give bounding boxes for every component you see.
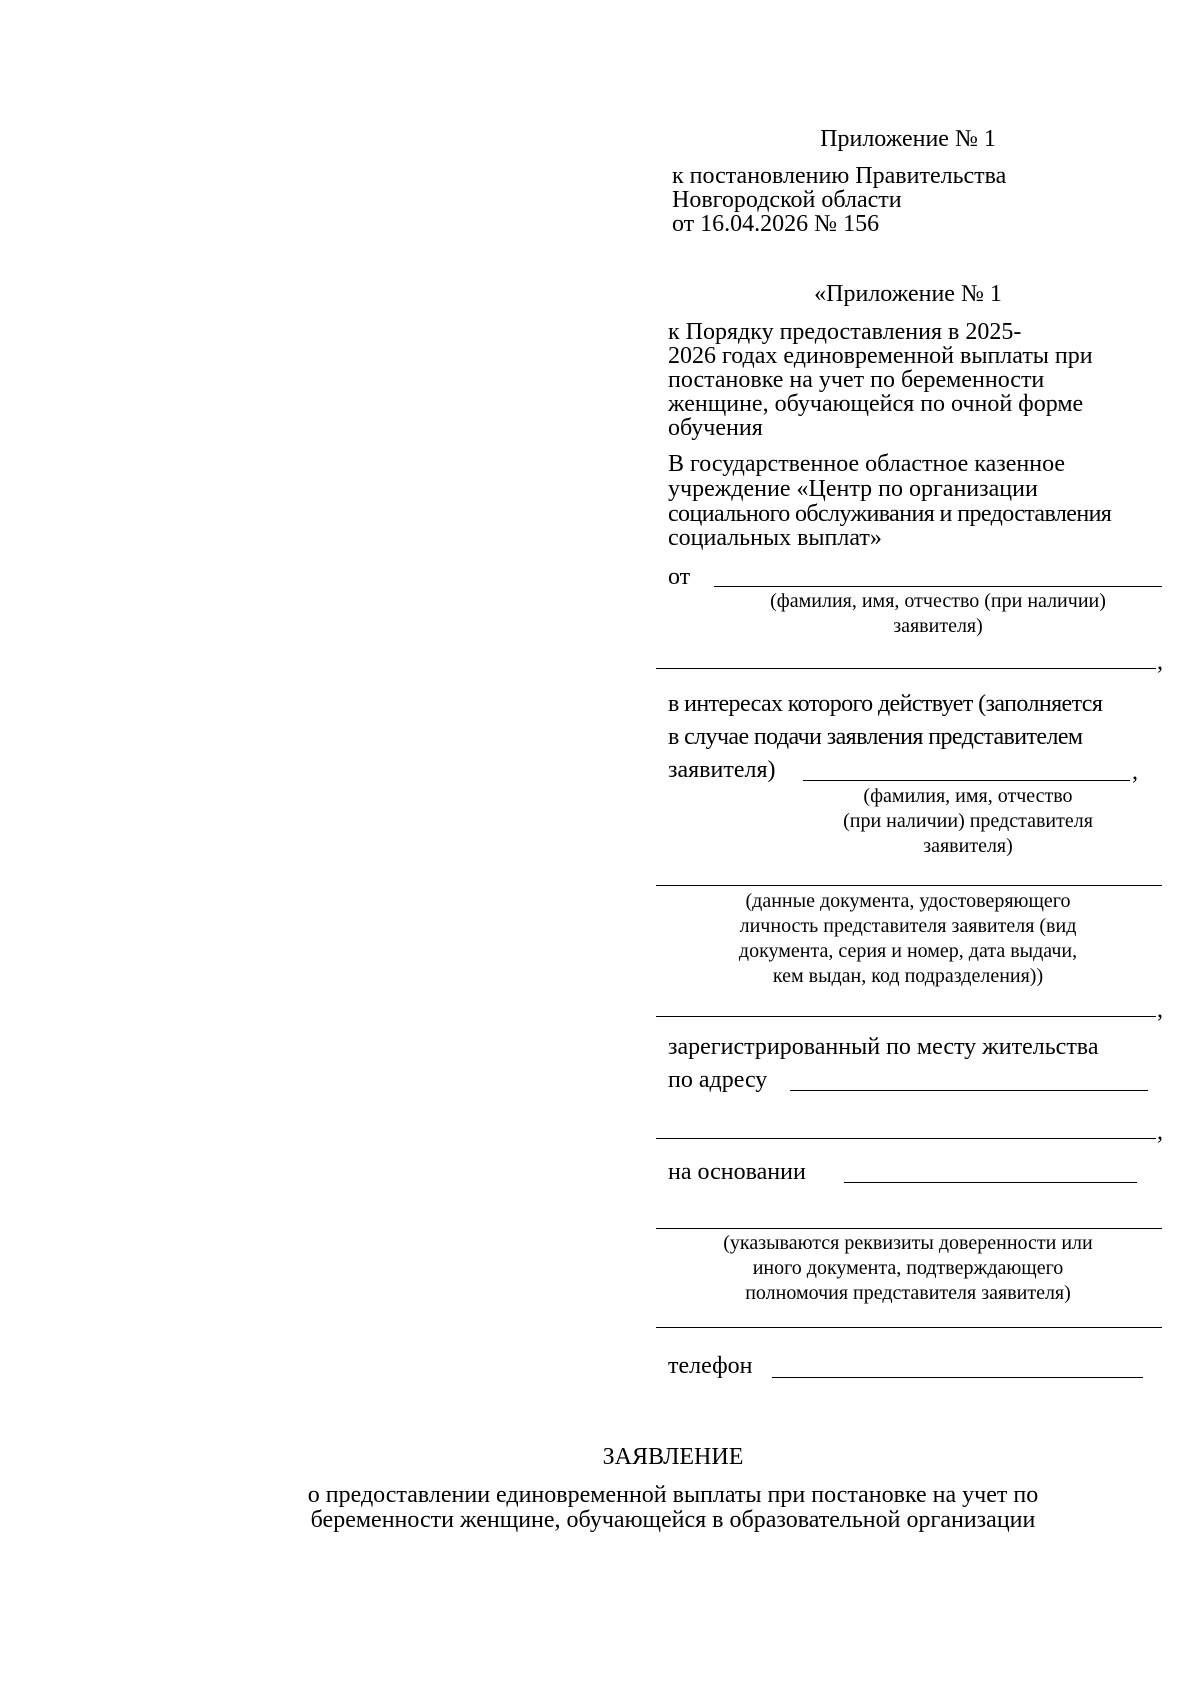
basis-hint-2: иного документа, подтверждающего bbox=[752, 1257, 1064, 1279]
basis-hint-3: полномочия представителя заявителя) bbox=[745, 1282, 1071, 1304]
basis-label: на основании bbox=[668, 1159, 806, 1185]
document-hint-1: (данные документа, удостоверяющего bbox=[745, 890, 1071, 912]
inner-appendix-title: «Приложение № 1 bbox=[814, 281, 1002, 307]
resolution-line-3: от 16.04.2026 № 156 bbox=[672, 211, 880, 237]
representative-name-hint-2: (при наличии) представителя bbox=[843, 810, 1093, 832]
basis-extra-field[interactable] bbox=[656, 1228, 1162, 1229]
phone-field[interactable] bbox=[772, 1377, 1143, 1378]
recipient-line-2: учреждение «Центр по организации bbox=[668, 476, 1038, 502]
basis-field[interactable] bbox=[844, 1182, 1137, 1183]
recipient-line-1: В государственное областное казенное bbox=[668, 451, 1066, 477]
address-field[interactable] bbox=[790, 1090, 1148, 1091]
applicant-name-hint-2: заявителя) bbox=[893, 615, 983, 637]
document-hint-4: кем выдан, код подразделения)) bbox=[772, 965, 1044, 987]
basis-document-field[interactable] bbox=[656, 1327, 1162, 1328]
applicant-name-field[interactable] bbox=[714, 586, 1162, 587]
representative-label-3: заявителя) bbox=[668, 757, 776, 783]
applicant-name-hint-1: (фамилия, имя, отчество (при наличии) bbox=[770, 590, 1106, 612]
applicant-comma: , bbox=[1157, 649, 1163, 675]
representative-label-1: в интересах которого действует (заполняется bbox=[668, 691, 1103, 717]
resolution-line-2: Новгородской области bbox=[672, 187, 902, 213]
from-label: от bbox=[668, 564, 691, 590]
statement-subtitle-2: беременности женщине, обучающейся в образовательной организации bbox=[310, 1507, 1036, 1533]
recipient-line-4: социальных выплат» bbox=[668, 525, 882, 551]
document-hint-3: документа, серия и номер, дата выдачи, bbox=[738, 940, 1078, 962]
resolution-line-1: к постановлению Правительства bbox=[672, 163, 1007, 189]
representative-document-extra-field[interactable] bbox=[656, 1016, 1156, 1017]
address-comma: , bbox=[1157, 1119, 1163, 1145]
representative-name-hint-1: (фамилия, имя, отчество bbox=[863, 785, 1073, 807]
address-label-2: по адресу bbox=[668, 1067, 768, 1093]
statement-subtitle-1: о предоставлении единовременной выплаты при постановке на учет по bbox=[307, 1482, 1039, 1508]
basis-hint-1: (указываются реквизиты доверенности или bbox=[723, 1232, 1093, 1254]
representative-comma: , bbox=[1132, 759, 1138, 785]
applicant-extra-field[interactable] bbox=[656, 668, 1156, 669]
statement-title: ЗАЯВЛЕНИЕ bbox=[602, 1444, 744, 1470]
representative-label-2: в случае подачи заявления представителем bbox=[668, 724, 1083, 750]
recipient-line-3: социального обслуживания и предоставления bbox=[668, 501, 1112, 527]
order-line-4: женщине, обучающейся по очной форме bbox=[668, 391, 1084, 417]
representative-name-field[interactable] bbox=[803, 780, 1130, 781]
document-comma: , bbox=[1157, 997, 1163, 1023]
order-line-3: постановке на учет по беременности bbox=[668, 367, 1045, 393]
order-line-2: 2026 годах единовременной выплаты при bbox=[668, 343, 1093, 369]
appendix-number: Приложение № 1 bbox=[820, 126, 996, 152]
document-hint-2: личность представителя заявителя (вид bbox=[739, 915, 1077, 937]
order-line-1: к Порядку предоставления в 2025- bbox=[668, 319, 1022, 345]
representative-document-field[interactable] bbox=[656, 885, 1162, 886]
address-extra-field[interactable] bbox=[656, 1138, 1156, 1139]
representative-name-hint-3: заявителя) bbox=[923, 835, 1013, 857]
order-line-5: обучения bbox=[668, 415, 763, 441]
address-label-1: зарегистрированный по месту жительства bbox=[668, 1034, 1099, 1060]
phone-label: телефон bbox=[668, 1353, 753, 1379]
